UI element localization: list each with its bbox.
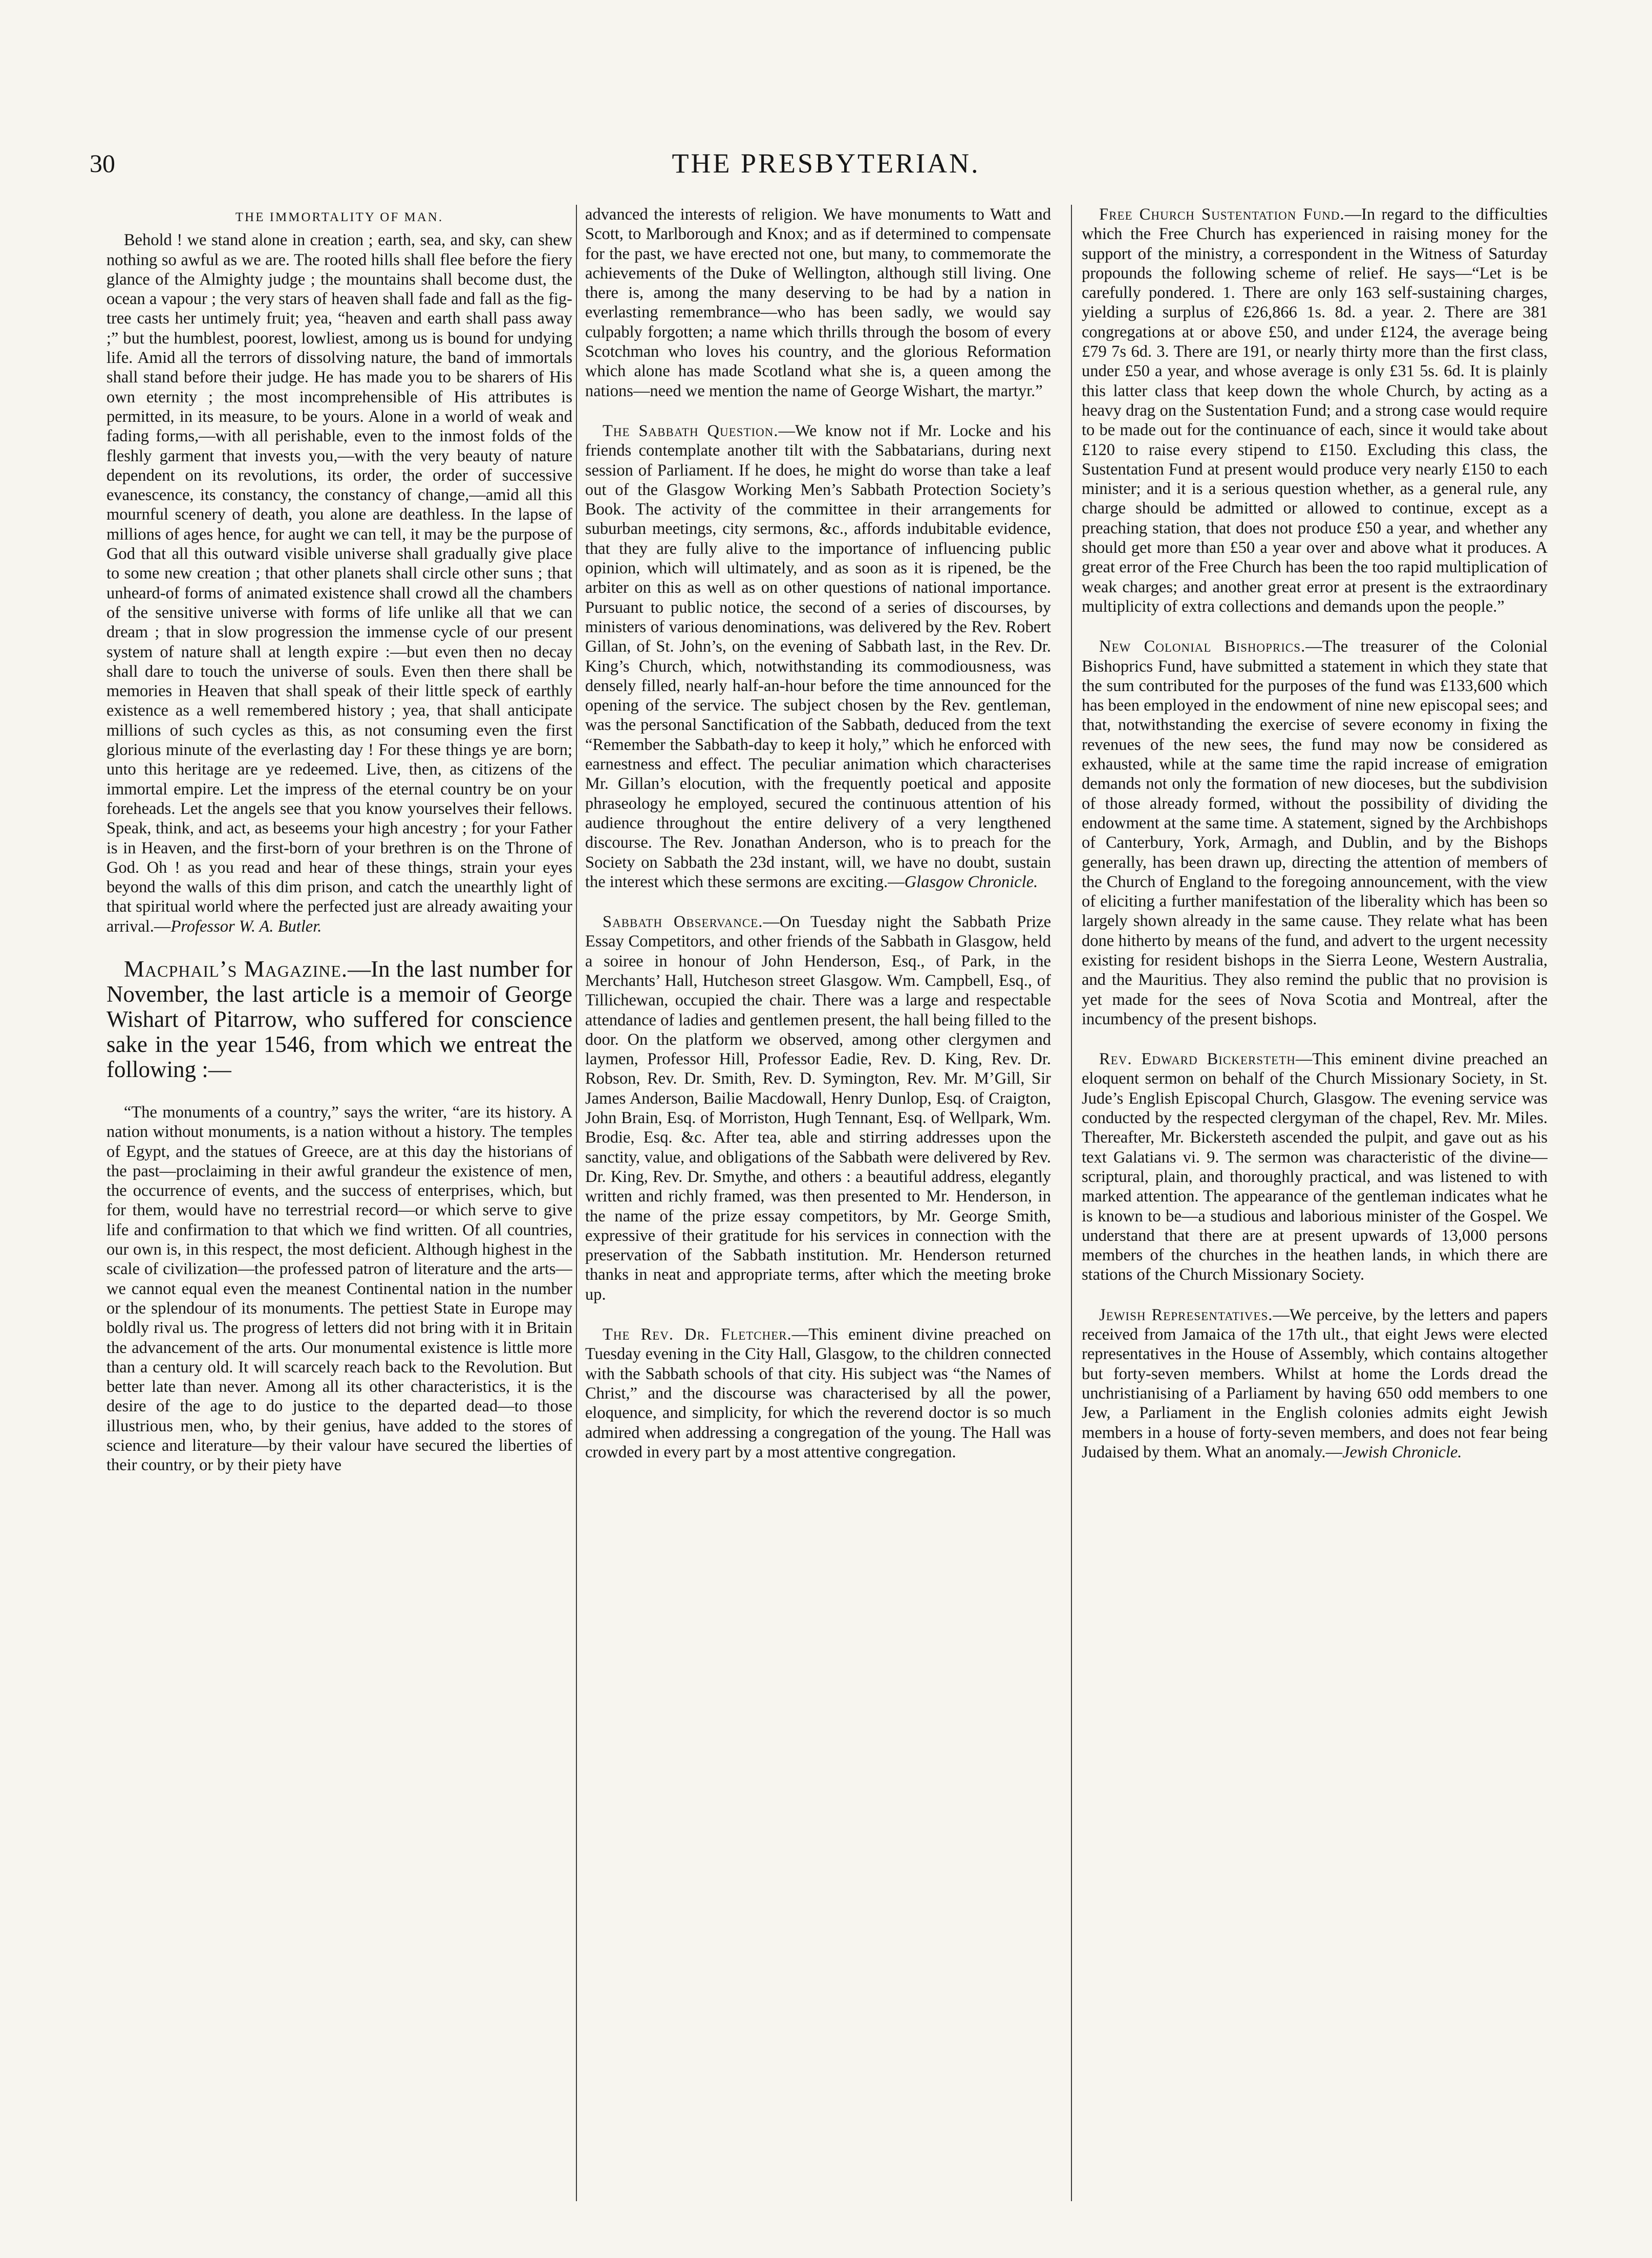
- article-lead: The Rev. Dr. Fletcher.: [603, 1325, 792, 1344]
- article: [1082, 1049, 1548, 1285]
- article-text: —We know not if Mr. Locke and his friends contemplate another tilt with the Sabbatarians, during next session of Parliament. If he does, he might do worse than take a leaf out of the Glasgow Working Men’s Sabbath Protection Society’s Book. The activity of the committee in their arrangements for suburban meetings, city sermons, &c., affords indubitable evidence, that they are fully alive to the importance of influencing public opinion, which will ultimately, and as soon as it is ripened, be the arbiter on this as well as on other questions of national importance. Pursuant to public notice, the second of a series of discourses, by ministers of various denominations, was delivered by the Rev. Robert Gillan, of St. John’s, on the evening of Sabbath last, in the Rev. Dr. King’s Church, which, notwithstanding its commodiousness, was densely filled, nearly half-an-hour before the time announced for the opening of the service. The subject chosen by the Rev. gentleman, was the personal Sanctification of the Sabbath, deduced from the text “Remember the Sabbath-day to keep it holy,” which he enforced with earnestness and effect. The peculiar animation which characterises Mr. Gillan’s elocution, with the frequently poetical and apposite phraseology he employed, secured the continuous attention of his audience throughout the entire delivery of a very lengthened discourse. The Rev. Jonathan Anderson, who is to preach for the Society on Sabbath the 23d instant, will, we have no doubt, sustain the interest which these sermons are exciting.—: [585, 421, 1051, 891]
- article: [585, 421, 1051, 892]
- article-lead: The Sabbath Question.: [603, 421, 779, 440]
- article-text: —This eminent divine preached an eloquent sermon on behalf of the Church Missionary Society, in St. Jude’s English Episcopal Church, Glasgow. The evening service was conducted by the respected clergyman of the chapel, Rev. Mr. Miles. Thereafter, Mr. Bickersteth ascended the pulpit, and gave out as his text Galatians vi. 9. The sermon was characteristic of the divine—scriptural, plain, and thoroughly practical, and was listened to with marked attention. The appearance of the gentleman indicates what he is known to be—a studious and laborious minister of the Gospel. We understand that there are at present upwards of 13,000 persons members of the churches in the heathen lands, in which there are stations of the Church Missionary Society.: [1082, 1050, 1548, 1284]
- article-lead: Sabbath Observance.: [603, 913, 763, 932]
- article-heading: THE IMMORTALITY OF MAN.: [235, 210, 444, 224]
- article: [106, 208, 572, 936]
- article-paragraph: [585, 421, 1051, 892]
- article-text: —In regard to the difficulties which the Free Church has experienced in raising money for the support of the ministry, a correspondent in the Witness of Saturday propounds the following scheme of relief. He says—“Let is be carefully pondered. 1. There are only 163 self-sustaining charges, yielding a surplus of £26,866 1s. 8d. a year. 2. There are 381 congregations at or above £50, and under £124, the average being £79 7s 6d. 3. There are 191, or nearly thirty more than the first class, under £50 a year, and whose average is only £31 5s. 6d. It is plainly this latter class that keep down the whole Church, by acting as a heavy drag on the Sustentation Fund; and a strong case would require to be made out for the continuance of each, since it would take about £120 to raise every stipend to £150. Excluding this class, the Sustentation Fund at present would produce very nearly £150 to each minister; and it is a serious question whether, as a general rule, any charge should be admitted or allowed to continue, except as a preaching station, that does not produce £50 a year, and whether any should get more than £50 a year over and above what it produces. A great error of the Free Church has been the too rapid multiplication of weak charges; and another great error at present is the extraordinary multiplicity of extra collections and demands upon the people.”: [1082, 205, 1548, 616]
- article: [1082, 1305, 1548, 1462]
- article-text: “The monuments of a country,” says the writer, “are its history. A nation without monuments, is a nation without a history. The temples of Egypt, and the statues of Greece, are at this day the historians of the past—proclaiming in their awful grandeur the existence of men, the occurrence of events, and the success of enterprises, which, but for them, would have no terrestrial record—or which serve to give life and confirmation to that which we find written. Of all countries, our own is, in this respect, the most deficient. Although highest in the scale of civilization—the professed patron of literature and the arts—we cannot equal even the meanest Continental nation in the number or the splendour of its monuments. The pettiest State in Europe may boldly rival us. The progress of letters did not bring with it in Britain the advancement of the arts. Our monumental existence is little more than a century old. It will scarcely reach back to the Revolution. But better late than never. Among all its other characteristics, it is the desire of the age to do justice to the departed dead—to those illustrious men, who, by their genius, have added to the stores of science and literature—by their valour have secured the liberties of their country, or by their piety have: [106, 1103, 572, 1475]
- column-1: [106, 205, 572, 2204]
- article: [585, 912, 1051, 1304]
- article-paragraph: [1082, 205, 1548, 616]
- page-number: 30: [90, 149, 115, 178]
- article-paragraph: [106, 230, 572, 936]
- article: [1082, 205, 1548, 616]
- column-3: [1082, 205, 1548, 2204]
- article-lead: Jewish Representatives.: [1099, 1305, 1273, 1324]
- article-paragraph: [1082, 637, 1548, 1029]
- article: [585, 205, 1051, 401]
- article-paragraph: [106, 1103, 572, 1475]
- page-title: THE PRESBYTERIAN.: [672, 148, 980, 179]
- article-paragraph: [585, 912, 1051, 1304]
- article-paragraph: [1082, 1305, 1548, 1462]
- article-lead: Macphail’s Magazine.: [124, 956, 348, 982]
- column-rule-left: [576, 205, 577, 2201]
- article-signature: Professor W. A. Butler.: [170, 917, 322, 936]
- article-paragraph: [1082, 1049, 1548, 1285]
- article-text: —In the last number for November, the last article is a memoir of George Wishart of Pitarrow, who suffered for conscience sake in the year 1546, from which we entreat the following :—: [106, 956, 572, 1082]
- article: [1082, 637, 1548, 1029]
- article-paragraph: [585, 205, 1051, 401]
- column-2: [585, 205, 1051, 2204]
- article-text: —On Tuesday night the Sabbath Prize Essay Competitors, and other friends of the Sabbath in Glasgow, held a soiree in honour of John Henderson, Esq., of Park, in the Merchants’ Hall, Hutcheson street Glasgow. Wm. Campbell, Esq., of Tillichewan, occupied the chair. There was a large and respectable attendance of ladies and gentlemen present, the hall being filled to the door. On the platform we observed, among other clergymen and laymen, Professor Hill, Professor Eadie, Rev. D. King, Rev. Dr. Robson, Rev. Dr. Smith, Rev. D. Symington, Rev. Mr. M’Gill, Sir James Anderson, Bailie Macdowall, Henry Dunlop, Esq. of Craigton, John Brain, Esq. of Morriston, Hugh Tennant, Esq. of Wellpark, Wm. Brodie, Esq. &c. After tea, able and stirring addresses upon the sanctity, value, and obligations of the Sabbath were delivered by Rev. Dr. King, Rev. Dr. Smythe, and others : a beautiful address, elegantly written and richly framed, was then presented to Mr. Henderson, in the name of the prize essay competitors, by Mr. George Smith, expressive of their gratitude for his services in connection with the preservation of the Sabbath institution. Mr. Henderson returned thanks in neat and appropriate terms, after which the meeting broke up.: [585, 913, 1051, 1304]
- article-lead: New Colonial Bishoprics.: [1099, 637, 1306, 656]
- column-rule-right: [1071, 205, 1072, 2201]
- article: [585, 1325, 1051, 1462]
- article-text: —The treasurer of the Colonial Bishoprics Fund, have submitted a statement in which they state that the sum contributed for the purposes of the fund was £133,600 which has been employed in the endowment of nine new episcopal sees; and that, notwithstanding the exercise of severe economy in fixing the revenues of the new sees, the fund may now be considered as exhausted, while at the same time the rapid increase of emigration demands not only the formation of new dioceses, but the subdivision of those already formed, without the possibility of dividing the endowment at the same time. A statement, signed by the Archbishops of Canterbury, York, Armagh, and Dublin, and by the Bishops generally, has been drawn up, directing the attention of members of the Church of England to the foregoing announcement, with the view of eliciting a further manifestation of the liberality which has been so largely shown already in the same cause. They relate what has been done hitherto by means of the fund, and advert to the urgent necessity existing for resident bishops in the Sierra Leone, Western Australia, and the Mauritius. They also remind the public that no provision is yet made for the sees of Nova Scotia and Montreal, after the incumbency of the present bishops.: [1082, 637, 1548, 1028]
- article-paragraph: [585, 1325, 1051, 1462]
- article-text: Behold ! we stand alone in creation ; earth, sea, and sky, can shew nothing so awful as we are. The rooted hills shall flee before the fiery glance of the Almighty judge ; the mountains shall become dust, the ocean a vapour ; the very stars of heaven shall fade and fall as the fig-tree casts her untimely fruit; yea, “heaven and earth shall pass away ;” but the humblest, poorest, lowliest, among us is bound for undying life. Amid all the terrors of dissolving nature, the band of immortals shall stand before their judge. He has made you to be sharers of His own eternity ; the most incomprehensible of His attributes is permitted, in its measure, to be yours. Alone in a world of weak and fading forms,—with all perishable, even to the inmost folds of the fleshly garment that invests you,—with the very beauty of nature dependent on its revolutions, its order, the order of successive evanescence, its constancy, the constancy of change,—amid all this mournful scenery of death, you alone are deathless. In the lapse of millions of ages hence, for aught we can tell, it may be the purpose of God that all this outward visible universe shall gradually give place to some new creation ; that other planets shall circle other suns ; that unheard-of forms of animated existence shall crowd all the chambers of the sensitive universe with forms of life unlike all that we can dream ; that in slow progression the immense cycle of our present system of nature shall at length expire :—but even then no decay shall dare to touch the universe of souls. Even then there shall be memories in Heaven that shall speak of their little speck of earthly existence as a well remembered history ; yea, that shall anticipate millions of such cycles as this, as not consuming even the first glorious minute of the everlasting day ! For these things ye are born; unto this heritage are ye redeemed. Live, then, as citizens of the immortal empire. Let the impress of the eternal country be on your foreheads. Let the angels see that you know yourselves their fellows. Speak, think, and act, as beseems your high ancestry ; for your Father is in Heaven, and the first-born of your brethren is on the Throne of God. Oh ! as you read and hear of these things, strain your eyes beyond the walls of this dim prison, and catch the unearthly light of that spiritual world where the perfected just are already awaiting your arrival.—: [106, 231, 572, 936]
- article-text: —This eminent divine preached on Tuesday evening in the City Hall, Glasgow, to the children connected with the Sabbath schools of that city. His subject was “the Names of Christ,” and the discourse was characterised by all the power, eloquence, and simplicity, for which the reverend doctor is so much admired when addressing a congregation of the young. The Hall was crowded in every part by a most attentive congregation.: [585, 1325, 1051, 1461]
- article: [106, 957, 572, 1082]
- article-paragraph: [106, 957, 572, 1082]
- article-signature: Glasgow Chronicle.: [904, 872, 1038, 891]
- article-lead: Free Church Sustentation Fund.: [1099, 205, 1345, 224]
- article-text: advanced the interests of religion. We have monuments to Watt and Scott, to Marlborough and Knox; and as if determined to compensate for the past, we have erected not one, but many, to commemorate the achievements of the Duke of Wellington, although still living. One there is, among the many deserving to be had by a nation in everlasting remembrance—who has been sadly, we would say culpably forgotten; a name which thrills through the bosom of every Scotchman who loves his country, and the glorious Reformation which alone has made Scotland what she is, a queen among the nations—need we mention the name of George Wishart, the martyr.”: [585, 205, 1051, 400]
- article-text: —We perceive, by the letters and papers received from Jamaica of the 17th ult., that eight Jews were elected representatives in the House of Assembly, which contains altogether but forty-seven members. Whilst at home the Lords dread the unchristianising of a Parliament by having 650 odd members to one Jew, a Parliament in the English colonies admits eight Jewish members in a house of forty-seven members, and does not fear being Judaised by them. What an anomaly.—: [1082, 1305, 1548, 1461]
- article: [106, 1103, 572, 1475]
- article-signature: Jewish Chronicle.: [1342, 1443, 1462, 1461]
- article-lead: Rev. Edward Bickersteth: [1099, 1050, 1296, 1069]
